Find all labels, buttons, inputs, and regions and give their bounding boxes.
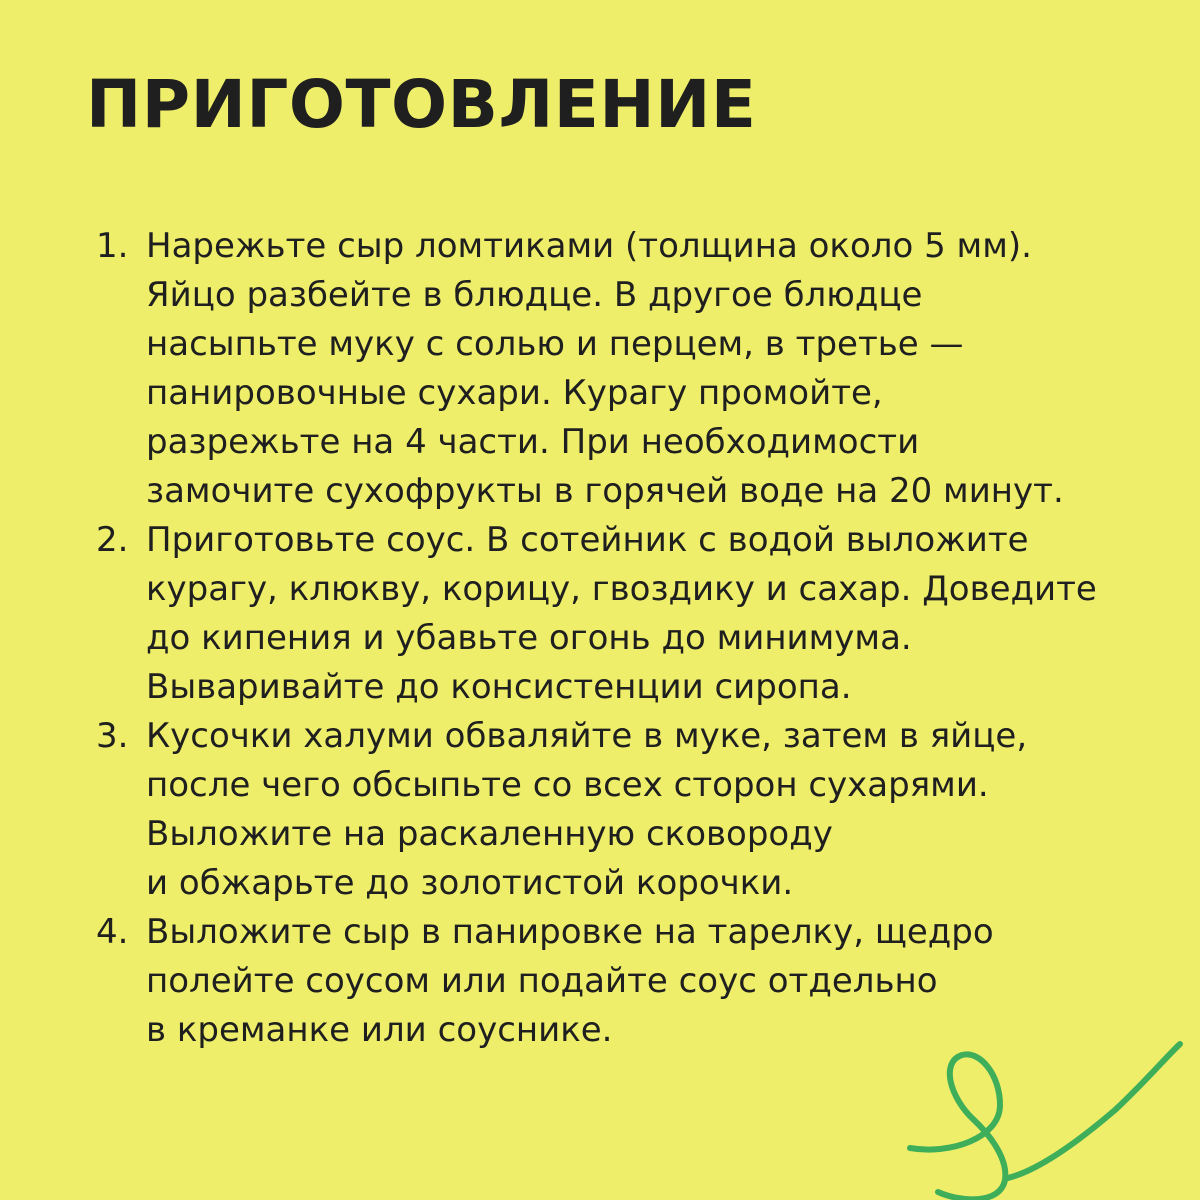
step-3 (96, 712, 1156, 908)
step-number: 3. (96, 716, 129, 756)
step-line: до кипения и убавьте огонь до минимума. (146, 618, 912, 658)
step-line: Вываривайте до консистенции сиропа. (146, 667, 852, 707)
step-2 (96, 516, 1156, 712)
step-number: 1. (96, 226, 129, 266)
step-line: после чего обсыпьте со всех сторон сухарями. (146, 765, 989, 805)
step-line: Выложите сыр в панировке на тарелку, щедро (146, 912, 994, 952)
step-line: насыпьте муку с солью и перцем, в третье — (146, 324, 964, 364)
green-swirl-icon (900, 1020, 1200, 1200)
swirl-stroke (910, 1044, 1180, 1199)
step-line: и обжарьте до золотистой корочки. (146, 863, 794, 903)
step-line: панировочные сухари. Курагу промойте, (146, 373, 883, 413)
step-line: Приготовьте соус. В сотейник с водой выложите (146, 520, 1029, 560)
step-line: полейте соусом или подайте соус отдельно (146, 961, 938, 1001)
step-text (146, 516, 1156, 712)
step-number: 2. (96, 520, 129, 560)
steps-list (96, 222, 1156, 1055)
step-line: Выложите на раскаленную сковороду (146, 814, 833, 854)
step-line: Нарежьте сыр ломтиками (толщина около 5 мм). (146, 226, 1032, 266)
step-text (146, 222, 1156, 516)
page-title: ПРИГОТОВЛЕНИЕ (86, 66, 757, 143)
step-text (146, 712, 1156, 908)
step-line: курагу, клюкву, корицу, гвоздику и сахар. Доведите (146, 569, 1097, 609)
step-line: Яйцо разбейте в блюдце. В другое блюдце (146, 275, 923, 315)
step-number: 4. (96, 912, 129, 952)
step-line: в креманке или соуснике. (146, 1010, 613, 1050)
step-line: разрежьте на 4 части. При необходимости (146, 422, 920, 462)
step-line: замочите сухофрукты в горячей воде на 20 минут. (146, 471, 1064, 511)
step-1 (96, 222, 1156, 516)
step-line: Кусочки халуми обваляйте в муке, затем в яйце, (146, 716, 1028, 756)
